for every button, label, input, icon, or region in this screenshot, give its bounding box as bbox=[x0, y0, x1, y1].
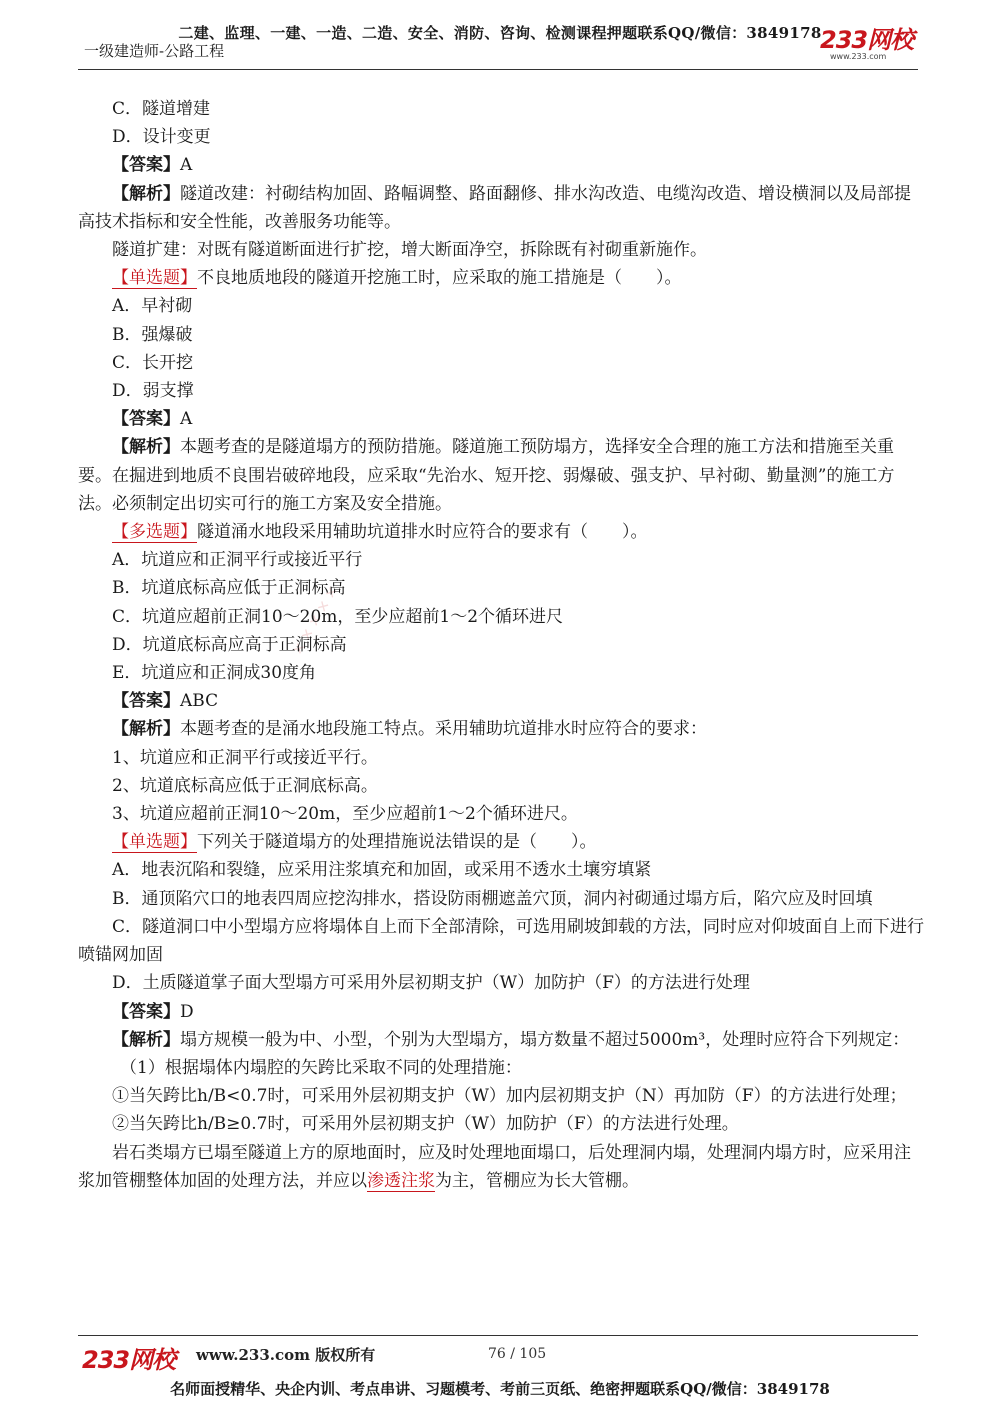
answer-value: ABC bbox=[180, 691, 219, 712]
option: B．坑道底标高应低于正洞标高 bbox=[112, 578, 346, 599]
footer-copyright: www.233.com 版权所有 bbox=[196, 1346, 376, 1364]
analysis-line bbox=[78, 433, 924, 518]
header-divider bbox=[78, 69, 918, 70]
option: C．坑道应超前正洞10～20m，至少应超前1～2个循环进尺 bbox=[112, 606, 564, 627]
option: D．土质隧道掌子面大型塌方可采用外层初期支护（W）加防护（F）的方法进行处理 bbox=[112, 973, 750, 994]
analysis-line bbox=[78, 180, 924, 236]
option: A．早衬砌 bbox=[112, 296, 193, 317]
answer-value: A bbox=[180, 155, 193, 176]
question-stem bbox=[78, 264, 924, 292]
page-number: 76 / 105 bbox=[488, 1346, 547, 1362]
analysis-final bbox=[78, 1139, 924, 1195]
footer-contact: 名师面授精华、央企内训、考点串讲、习题模考、考前三页纸、绝密押题联系QQ/微信：3849178 bbox=[170, 1380, 830, 1398]
header-logo-text: 233网校 bbox=[820, 26, 914, 54]
answer-line bbox=[78, 998, 924, 1026]
option: A．坑道应和正洞平行或接近平行 bbox=[112, 550, 363, 571]
analysis-final-pre: 岩石类塌方已塌至隧道上方的原地面时，应及时处理地面塌口，后处理洞内塌，处理洞内塌方时，应采用注浆加管棚整体加固的处理方法，并应以 bbox=[78, 1142, 911, 1191]
option: A．地表沉陷和裂缝，应采用注浆填充和加固，或采用不透水土壤穷填紧 bbox=[112, 860, 652, 881]
answer-value: A bbox=[180, 409, 193, 430]
analysis-line bbox=[78, 715, 924, 743]
header-logo bbox=[820, 28, 930, 62]
option: C．隧道增建 bbox=[112, 99, 211, 119]
analysis-sub: ①当矢跨比h/B<0.7时，可采用外层初期支护（W）加内层初期支护（N）再加防（F）的方法进行处理； bbox=[112, 1086, 907, 1107]
analysis-sub: ②当矢跨比h/B≥0.7时，可采用外层初期支护（W）加防护（F）的方法进行处理。 bbox=[112, 1114, 739, 1135]
answer-label: 【答案】 bbox=[112, 409, 180, 430]
analysis-text: 本题考查的是隧道塌方的预防措施。隧道施工预防塌方，选择安全合理的施工方法和措施至关重要。在掘进到地质不良围岩破碎地段，应采取“先治水、短开挖、弱爆破、强支护、早衬砌、勤量测”的施工方法。必须制定出切实可行的施工方案及安全措施。 bbox=[78, 437, 895, 514]
highlight-term: 渗透注浆 bbox=[367, 1170, 435, 1191]
analysis-label: 【解析】 bbox=[112, 1029, 180, 1050]
header-contact: 二建、监理、一建、一造、二造、安全、消防、咨询、检测课程押题联系QQ/微信：3849178 bbox=[178, 24, 822, 42]
option: B．强爆破 bbox=[112, 324, 193, 345]
footer-divider bbox=[78, 1335, 918, 1336]
header-logo-url: www.233.com bbox=[830, 52, 887, 61]
answer-label: 【答案】 bbox=[112, 155, 180, 176]
analysis-line bbox=[78, 1026, 924, 1054]
analysis-point: 2、坑道底标高应低于正洞底标高。 bbox=[112, 775, 378, 796]
answer-line bbox=[78, 151, 924, 179]
option: E．坑道应和正洞成30度角 bbox=[112, 663, 317, 684]
watermark: ✕ ✕ ✕ ✕ ✕ bbox=[290, 583, 343, 658]
option: D．弱支撑 bbox=[112, 381, 194, 402]
answer-line bbox=[78, 405, 924, 433]
option: C．长开挖 bbox=[112, 352, 194, 373]
question-type-tag: 【多选题】 bbox=[112, 522, 197, 543]
option: D．坑道底标高应高于正洞标高 bbox=[112, 634, 347, 655]
footer-logo: 233网校 bbox=[82, 1346, 176, 1374]
question-text: 不良地质地段的隧道开挖施工时，应采取的施工措施是（ ）。 bbox=[197, 268, 682, 289]
analysis-label: 【解析】 bbox=[112, 183, 180, 204]
answer-label: 【答案】 bbox=[112, 1001, 180, 1022]
answer-line bbox=[78, 687, 924, 715]
question-stem bbox=[78, 828, 924, 856]
analysis-point: 3、坑道应超前正洞10～20m，至少应超前1～2个循环进尺。 bbox=[112, 804, 578, 825]
answer-value: D bbox=[180, 1001, 194, 1022]
question-text: 下列关于隧道塌方的处理措施说法错误的是（ ）。 bbox=[197, 832, 597, 853]
analysis-text: 隧道改建：衬砌结构加固、路幅调整、路面翻修、排水沟改造、电缆沟改造、增设横洞以及局部提高技术指标和安全性能，改善服务功能等。 bbox=[78, 183, 911, 232]
analysis-point: 1、坑道应和正洞平行或接近平行。 bbox=[112, 747, 378, 768]
analysis-text: 本题考查的是涌水地段施工特点。采用辅助坑道排水时应符合的要求： bbox=[180, 719, 707, 740]
question-stem bbox=[78, 518, 924, 546]
analysis-sub: （1）根据塌体内塌腔的矢跨比采取不同的处理措施： bbox=[120, 1057, 522, 1078]
answer-label: 【答案】 bbox=[112, 691, 180, 712]
question-type-tag: 【单选题】 bbox=[112, 832, 197, 853]
document-body bbox=[78, 95, 924, 1195]
option: B．通顶陷穴口的地表四周应挖沟排水，搭设防雨棚遮盖穴顶，洞内衬砌通过塌方后，陷穴应及时回填 bbox=[112, 888, 873, 909]
question-type-tag: 【单选题】 bbox=[112, 268, 197, 289]
question-text: 隧道涌水地段采用辅助坑道排水时应符合的要求有（ ）。 bbox=[197, 522, 648, 543]
analysis-label: 【解析】 bbox=[112, 437, 180, 458]
option: D．设计变更 bbox=[112, 127, 211, 148]
analysis-extra: 隧道扩建：对既有隧道断面进行扩挖，增大断面净空，拆除既有衬砌重新施作。 bbox=[112, 240, 707, 261]
option: C．隧道洞口中小型塌方应将塌体自上而下全部清除，可选用刷坡卸载的方法，同时应对仰坡面自上而下进行喷锚网加固 bbox=[78, 916, 925, 966]
analysis-final-post: 为主，管棚应为长大管棚。 bbox=[435, 1170, 639, 1191]
header-subtitle: 一级建造师-公路工程 bbox=[84, 42, 225, 60]
analysis-text: 塌方规模一般为中、小型，个别为大型塌方，塌方数量不超过5000m³，处理时应符合下列规定： bbox=[180, 1029, 910, 1050]
analysis-label: 【解析】 bbox=[112, 719, 180, 740]
